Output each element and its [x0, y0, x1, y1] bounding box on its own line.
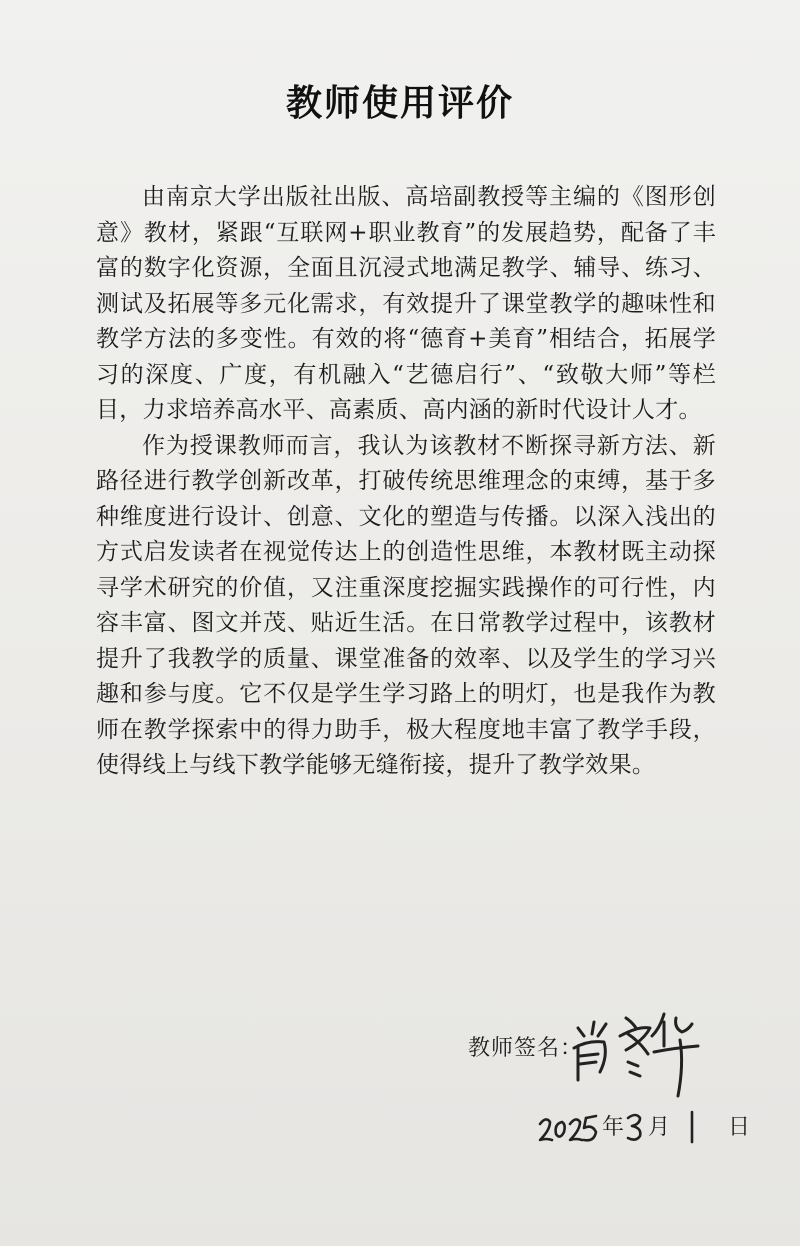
paragraph-1: 由南京大学出版社出版、高培副教授等主编的《图形创意》教材，紧跟“互联网+职业教育”的发展趋势，配备了丰富的数字化资源，全面且沉浸式地满足教学、辅导、练习、测试及拓展等多元化需求，有效提升了课堂教学的趣味性和教学方法的多变性。有效的将“德育+美育”相结合，拓展学习的深度、广度，有机融入“艺德启行”、“致敬大师”等栏目，力求培养高水平、高素质、高内涵的新时代设计人才。: [96, 184, 716, 423]
signature-date: [538, 1108, 768, 1148]
paragraph-2: 作为授课教师而言，我认为该教材不断探寻新方法、新路径进行教学创新改革，打破传统思维理念的束缚，基于多种维度进行设计、创意、文化的塑造与传播。以深入浅出的方式启发读者在视觉传达上的创造性思维，本教材既主动探寻学术研究的价值，又注重深度挖掘实践操作的可行性，内容丰富、图文并茂、贴近生活。在日常教学过程中，该教材提升了我教学的质量、课堂准备的效率、以及学生的学习兴趣和参与度。它不仅是学生学习路上的明灯，也是我作为教师在教学探索中的得力助手，极大程度地丰富了教学手段，使得线上与线下教学能够无缝衔接，提升了教学效果。: [96, 432, 716, 778]
handwritten-year: [538, 1108, 600, 1148]
document-body: [96, 180, 716, 784]
handwritten-month: [624, 1110, 646, 1144]
handwritten-day: [682, 1108, 702, 1146]
handwritten-signature: [564, 1000, 714, 1100]
document-title: 教师使用评价: [285, 83, 514, 124]
signature-label: 教师签名：: [468, 1036, 584, 1061]
date-month-label: 月: [648, 1115, 671, 1140]
date-day-label: 日: [728, 1115, 751, 1140]
date-year-label: 年: [602, 1115, 625, 1140]
